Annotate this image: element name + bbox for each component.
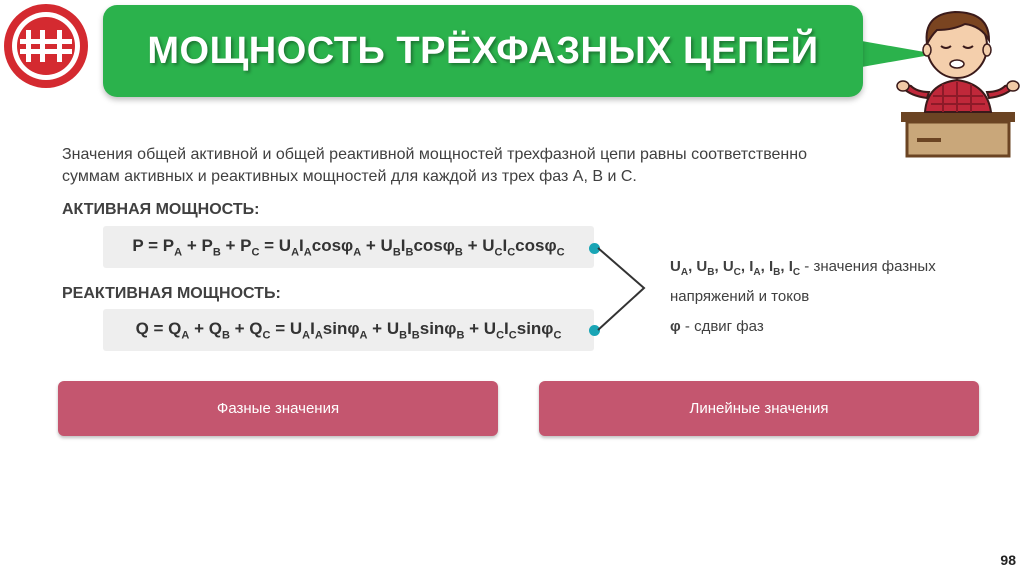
line-values-button[interactable]: Линейные значения bbox=[539, 381, 979, 436]
active-power-heading: АКТИВНАЯ МОЩНОСТЬ: bbox=[62, 201, 260, 218]
active-power-formula bbox=[103, 226, 594, 268]
reactive-power-heading: РЕАКТИВНАЯ МОЩНОСТЬ: bbox=[62, 285, 281, 302]
intro-text bbox=[62, 144, 862, 188]
page-title: МОЩНОСТЬ ТРЁХФАЗНЫХ ЦЕПЕЙ bbox=[147, 29, 819, 72]
reactive-power-formula bbox=[103, 309, 594, 351]
legend-line-1 bbox=[670, 255, 970, 285]
legend-symbols: $U_A$, $U_B$, $U_C$, $I_A$, $I_B$, $I_C$ bbox=[670, 258, 801, 278]
bracket-connector bbox=[596, 240, 656, 340]
legend bbox=[670, 255, 970, 339]
intro-line-1: Значения общей активной и общей реактивной мощностей трехфазной цепи равны соответственно bbox=[62, 146, 807, 163]
reactive-formula-text: $Q = Q_A + Q_B + Q_C = U_AI_A\sin\varphi_A + U_BI_B\sin\varphi_B + U_CI_C\sin\varphi_C$ bbox=[135, 318, 562, 342]
title-banner bbox=[103, 5, 863, 97]
teacher-character-icon bbox=[893, 0, 1023, 160]
page-number: 98 bbox=[1000, 552, 1016, 568]
logo-icon bbox=[2, 2, 90, 90]
legend-phi bbox=[670, 315, 970, 339]
phase-values-button[interactable]: Фазные значения bbox=[58, 381, 498, 436]
active-formula-text: $P = P_A + P_B + P_C = U_AI_A\cos\varphi_A + U_BI_B\cos\varphi_B + U_CI_C\cos\varphi_C$ bbox=[132, 235, 565, 259]
legend-phi-symbol: φ bbox=[670, 318, 681, 335]
legend-line-1-text: - значения фазных bbox=[800, 258, 936, 275]
legend-phi-text: - сдвиг фаз bbox=[680, 318, 764, 335]
intro-line-2: суммам активных и реактивных мощностей для каждой из трех фаз А, В и С. bbox=[62, 168, 637, 185]
legend-line-2: напряжений и токов bbox=[670, 288, 810, 305]
